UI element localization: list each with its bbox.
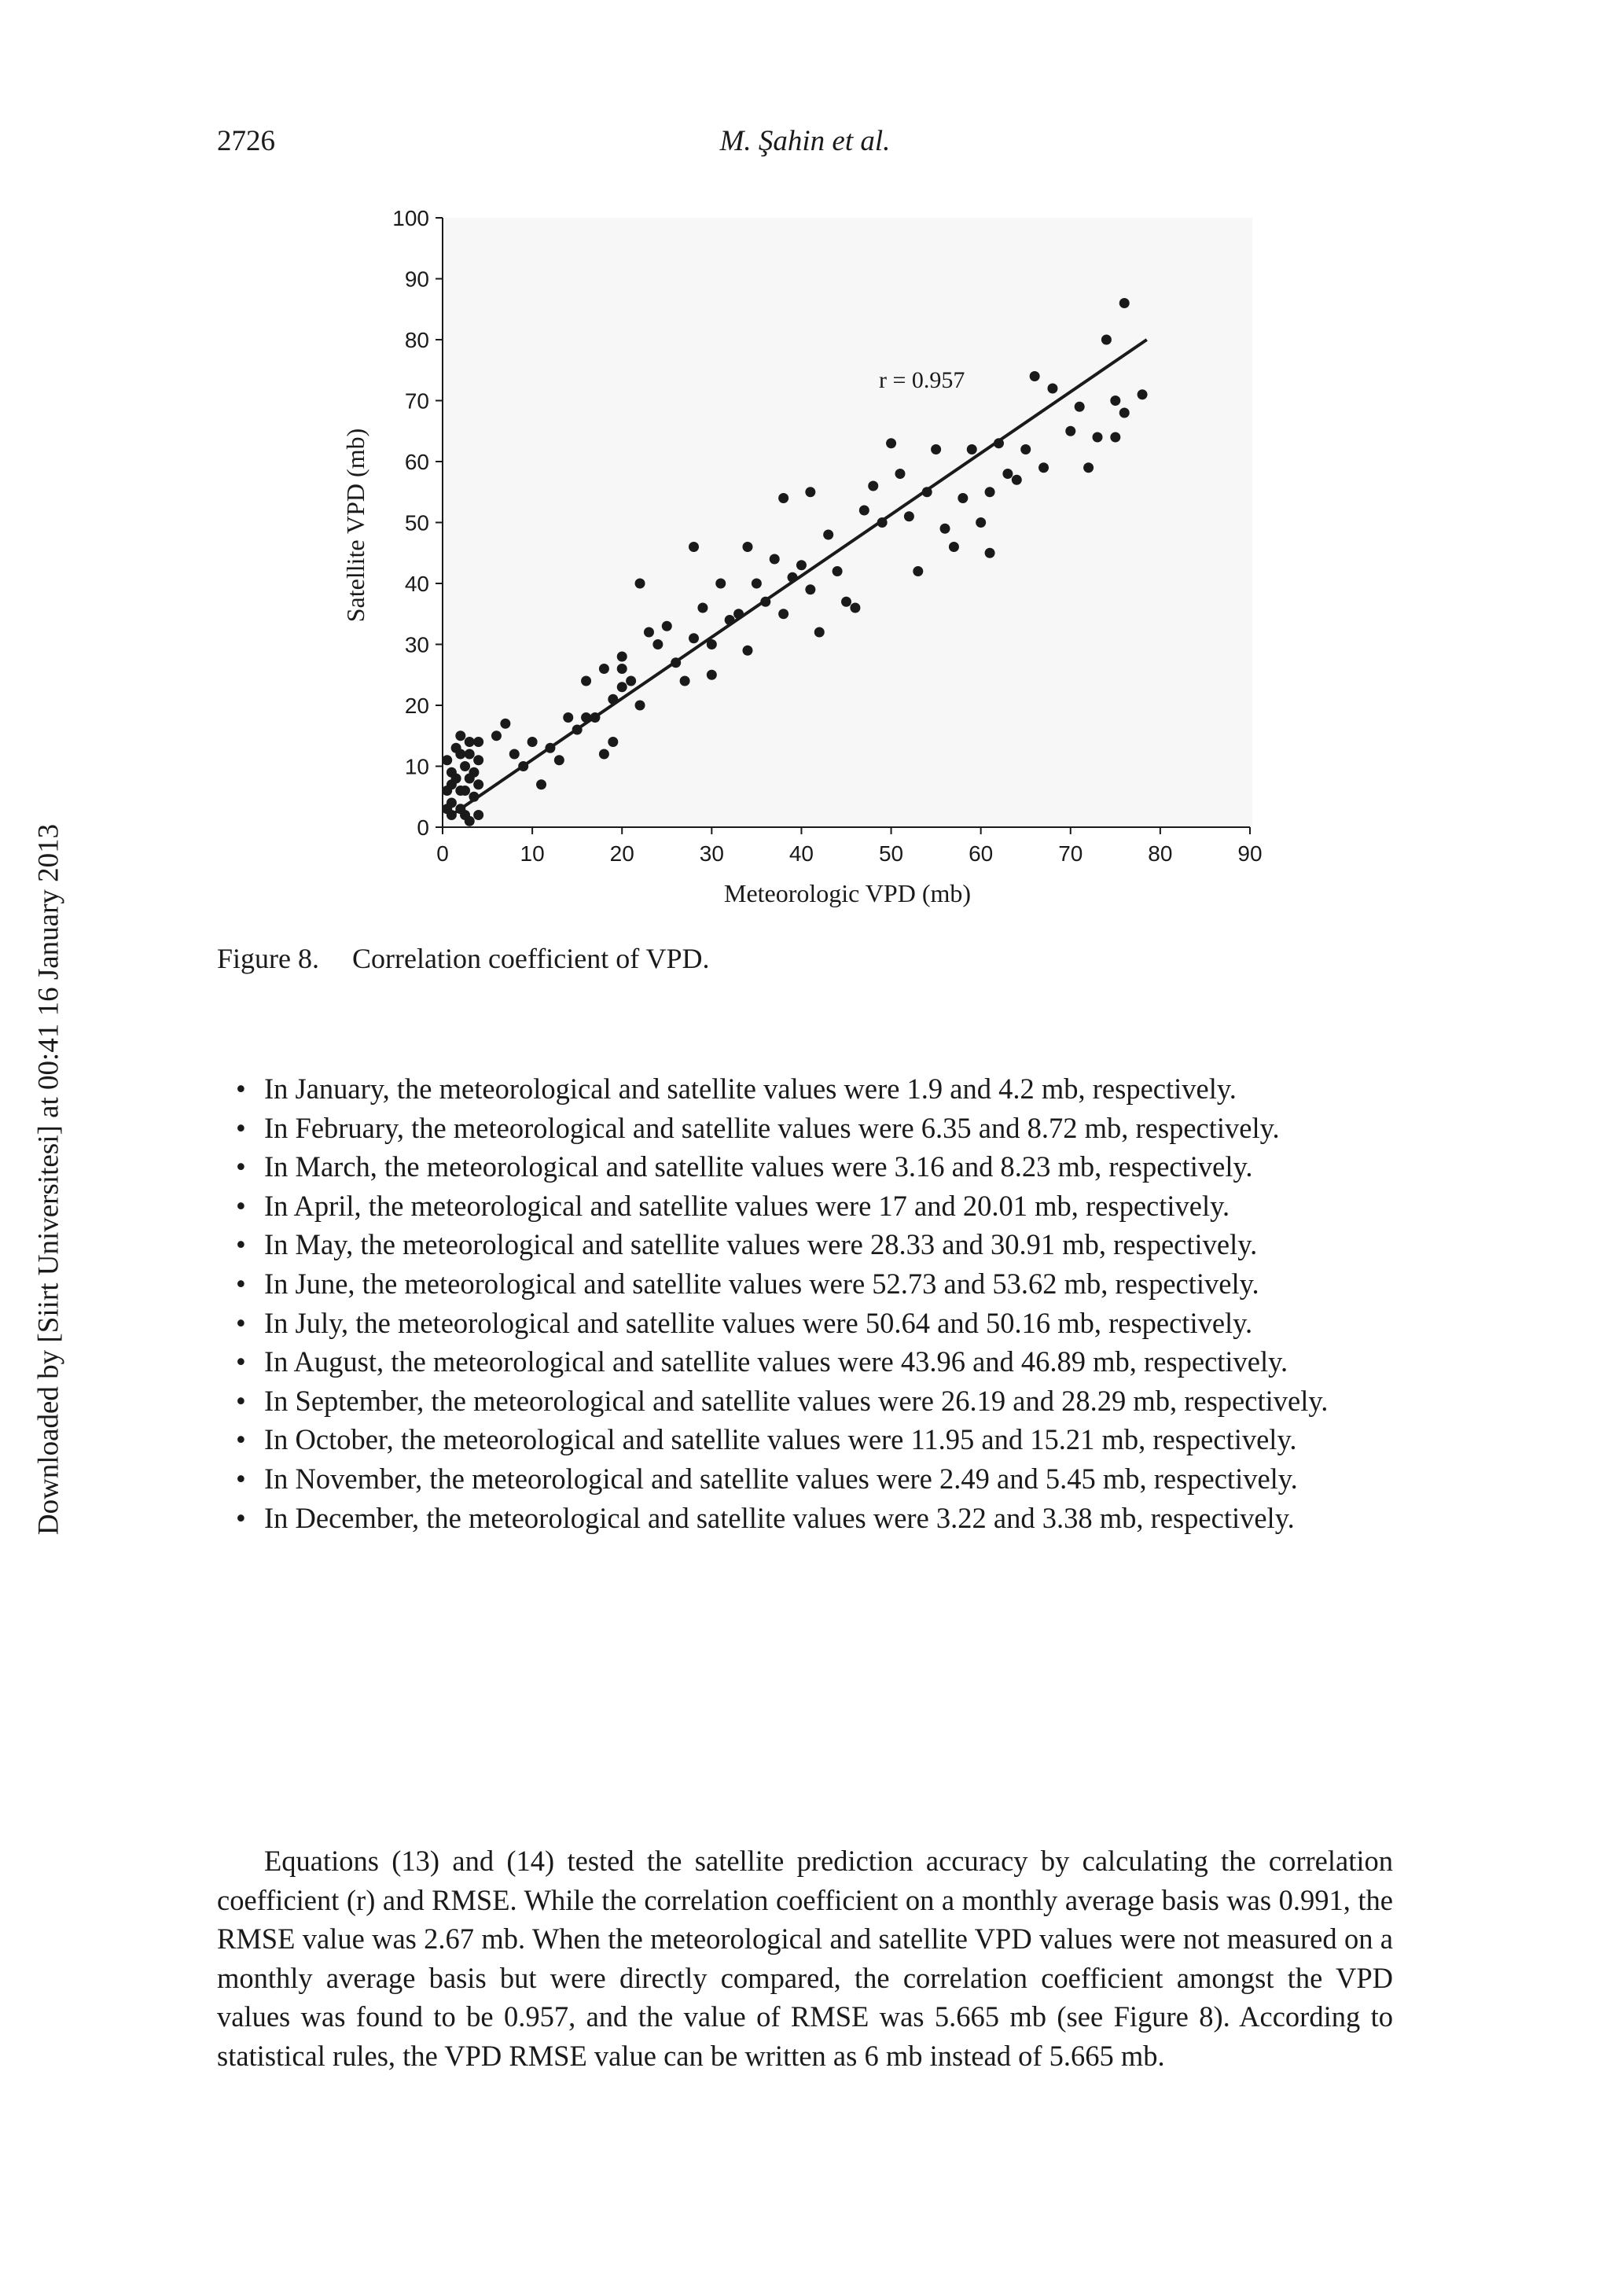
data-point xyxy=(805,584,815,594)
list-item: • In October, the meteorological and satellite values were 11.95 and 15.21 mb, respectively. xyxy=(264,1420,1393,1459)
data-point xyxy=(1002,469,1013,479)
data-point xyxy=(455,730,465,741)
data-point xyxy=(608,737,618,747)
data-point xyxy=(715,579,726,589)
data-point xyxy=(814,627,825,638)
data-point xyxy=(500,719,510,729)
y-tick-label: 0 xyxy=(417,815,429,840)
x-tick-label: 0 xyxy=(436,841,449,866)
figure-caption xyxy=(217,942,710,975)
data-point xyxy=(626,676,636,686)
data-point xyxy=(455,786,465,796)
data-point xyxy=(805,487,815,497)
data-point xyxy=(442,804,452,814)
data-point xyxy=(442,786,452,796)
data-point xyxy=(742,542,752,552)
list-item: • In June, the meteorological and satellite values were 52.73 and 53.62 mb, respectively. xyxy=(264,1264,1393,1304)
correlation-annotation: r = 0.957 xyxy=(879,367,965,393)
data-point xyxy=(877,517,888,528)
data-point xyxy=(868,481,878,491)
data-point xyxy=(1020,444,1031,454)
data-point xyxy=(1065,426,1075,436)
x-tick-label: 90 xyxy=(1237,841,1263,866)
data-point xyxy=(1083,462,1094,473)
list-item: • In November, the meteorological and satellite values were 2.49 and 5.45 mb, respectively. xyxy=(264,1459,1393,1499)
data-point xyxy=(1119,408,1130,418)
data-point xyxy=(707,670,717,680)
x-tick-label: 60 xyxy=(969,841,994,866)
data-point xyxy=(913,566,923,576)
data-point xyxy=(1047,384,1057,394)
data-point xyxy=(1101,335,1112,345)
list-item: • In February, the meteorological and satellite values were 6.35 and 8.72 mb, respectively. xyxy=(264,1109,1393,1148)
list-item: • In September, the meteorological and satellite values were 26.19 and 28.29 mb, respectively. xyxy=(264,1382,1393,1421)
data-point xyxy=(460,810,470,820)
data-point xyxy=(1030,371,1040,381)
y-tick-label: 70 xyxy=(404,388,429,414)
data-point xyxy=(1110,396,1120,406)
data-point xyxy=(662,621,672,631)
figure-caption-text: Correlation coefficient of VPD. xyxy=(352,943,710,974)
data-point xyxy=(1075,402,1085,412)
data-point xyxy=(778,493,788,503)
data-point xyxy=(1138,389,1148,399)
data-point xyxy=(922,487,932,497)
y-tick-label: 80 xyxy=(404,328,429,352)
data-point xyxy=(859,506,869,516)
x-axis xyxy=(436,827,1262,866)
data-point xyxy=(652,639,663,649)
data-point xyxy=(985,487,995,497)
data-point xyxy=(833,566,843,576)
data-point xyxy=(599,749,609,760)
data-point xyxy=(770,554,780,565)
y-tick-label: 20 xyxy=(404,694,429,718)
data-point xyxy=(617,682,627,692)
data-point xyxy=(689,633,699,643)
y-axis xyxy=(392,206,443,840)
data-point xyxy=(563,712,573,723)
data-point xyxy=(1110,432,1120,443)
data-point xyxy=(752,579,762,589)
data-point xyxy=(697,603,708,613)
data-point xyxy=(581,676,591,686)
data-point xyxy=(725,615,735,625)
list-item: • In April, the meteorological and satellite values were 17 and 20.01 mb, respectively. xyxy=(264,1187,1393,1226)
y-tick-label: 60 xyxy=(404,450,429,474)
x-tick-label: 10 xyxy=(520,841,545,866)
y-tick-label: 40 xyxy=(404,572,429,596)
y-tick-label: 50 xyxy=(404,510,429,535)
data-point xyxy=(671,657,681,668)
page-number: 2726 xyxy=(217,125,275,157)
data-point xyxy=(617,664,627,674)
data-point xyxy=(572,725,583,735)
y-tick-label: 10 xyxy=(404,754,429,779)
data-point xyxy=(473,755,483,765)
data-point xyxy=(455,749,465,760)
data-point xyxy=(608,694,618,705)
data-point xyxy=(985,548,995,558)
download-watermark: Downloaded by [Siirt Universitesi] at 00:41 16 January 2013 xyxy=(32,823,65,1536)
y-axis-title: Satellite VPD (mb) xyxy=(341,428,369,623)
list-item: • In May, the meteorological and satellite values were 28.33 and 30.91 mb, respectively. xyxy=(264,1225,1393,1264)
data-point xyxy=(644,627,654,638)
x-tick-label: 50 xyxy=(878,841,904,866)
data-point xyxy=(469,792,479,802)
data-point xyxy=(1093,432,1103,443)
data-point xyxy=(823,530,833,540)
data-point xyxy=(465,737,475,747)
data-point xyxy=(491,730,502,741)
data-point xyxy=(967,444,977,454)
data-point xyxy=(778,609,788,619)
data-point xyxy=(473,779,483,789)
data-point xyxy=(850,603,860,613)
data-point xyxy=(949,542,959,552)
body-paragraph: Equations (13) and (14) tested the satellite prediction accuracy by calculating the correlation coefficient (r) and RMSE. While the correlation coefficient on a monthly average basis was 0.991, the RMSE value was 2.67 mb. When the meteorological and satellite VPD values were not measured on a monthly average basis but were directly compared, the correlation coefficient amongst the VPD values was found to be 0.957, and the value of RMSE was 5.665 mb (see Figure 8). According to statistical rules, the VPD RMSE value can be written as 6 mb instead of 5.665 mb. xyxy=(217,1845,1393,2072)
data-point xyxy=(635,701,645,711)
x-tick-label: 70 xyxy=(1058,841,1083,866)
data-point xyxy=(680,676,690,686)
y-tick-label: 30 xyxy=(404,632,429,657)
data-point xyxy=(617,652,627,662)
data-point xyxy=(895,469,905,479)
data-point xyxy=(442,755,452,765)
running-head: M. Şahin et al. xyxy=(719,125,891,157)
data-point xyxy=(904,511,914,521)
x-axis-title: Meteorologic VPD (mb) xyxy=(723,879,972,907)
list-item: • In July, the meteorological and satellite values were 50.64 and 50.16 mb, respectively. xyxy=(264,1304,1393,1343)
data-point xyxy=(886,438,896,448)
x-tick-label: 20 xyxy=(609,841,634,866)
data-point xyxy=(689,542,699,552)
data-point xyxy=(599,664,609,674)
data-point xyxy=(1038,462,1049,473)
data-point xyxy=(518,761,528,771)
data-point xyxy=(931,444,941,454)
figure-caption-label: Figure 8. xyxy=(217,943,319,974)
list-item: • In January, the meteorological and satellite values were 1.9 and 4.2 mb, respectively. xyxy=(264,1069,1393,1109)
data-point xyxy=(994,438,1004,448)
data-point xyxy=(473,810,483,820)
data-point xyxy=(733,609,744,619)
data-point xyxy=(958,493,968,503)
data-point xyxy=(545,743,555,753)
data-point xyxy=(707,639,717,649)
y-tick-label: 100 xyxy=(392,206,429,230)
list-item: • In December, the meteorological and satellite values were 3.22 and 3.38 mb, respectively. xyxy=(264,1499,1393,1538)
data-point xyxy=(536,779,546,789)
data-point xyxy=(841,597,851,607)
x-tick-label: 30 xyxy=(699,841,724,866)
data-point xyxy=(465,774,475,784)
data-point xyxy=(473,737,483,747)
data-point xyxy=(796,560,807,570)
data-point xyxy=(590,712,600,723)
data-point xyxy=(940,524,950,534)
list-item: • In March, the meteorological and satellite values were 3.16 and 8.23 mb, respectively. xyxy=(264,1147,1393,1187)
data-point xyxy=(976,517,986,528)
x-tick-label: 80 xyxy=(1148,841,1173,866)
x-tick-label: 40 xyxy=(788,841,814,866)
data-point xyxy=(788,572,798,583)
monthly-results-list xyxy=(264,1069,1393,1537)
data-point xyxy=(447,767,457,778)
data-point xyxy=(760,597,770,607)
data-point xyxy=(1012,475,1022,485)
list-item: • In August, the meteorological and satellite values were 43.96 and 46.89 mb, respectively. xyxy=(264,1342,1393,1382)
scatter-chart xyxy=(0,0,1610,928)
data-point xyxy=(581,712,591,723)
y-tick-label: 90 xyxy=(404,267,429,292)
data-point xyxy=(527,737,538,747)
data-point xyxy=(742,646,752,656)
data-point xyxy=(635,579,645,589)
data-point xyxy=(509,749,520,760)
plot-area xyxy=(443,218,1252,827)
data-point xyxy=(460,761,470,771)
data-point xyxy=(465,749,475,760)
data-point xyxy=(554,755,564,765)
data-point xyxy=(1119,298,1130,308)
